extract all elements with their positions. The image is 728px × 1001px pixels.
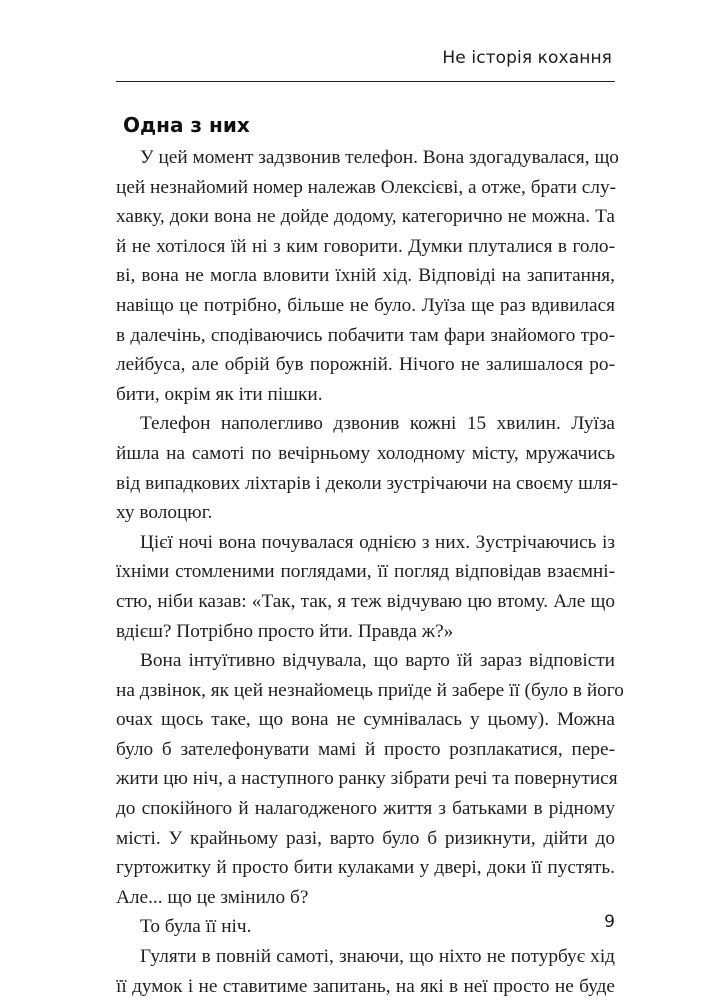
text-line: навіщо це потрібно, більше не було. Луїза ще раз вдивилася: [116, 294, 615, 316]
running-header: Не історія кохання: [442, 48, 612, 68]
chapter-title: Одна з них: [123, 113, 250, 137]
text-line: У цей момент задзвонив телефон. Вона здогадувалася, що: [140, 147, 619, 168]
text-line: стю, ніби казав: «Так, так, я теж відчуваю цю втому. Але що: [116, 590, 615, 612]
text-line: лейбуса, але обрій був порожній. Нічого не залишалося ро-: [116, 354, 615, 376]
text-line: місті. У крайньому разі, варто було б ризикнути, дійти до: [116, 827, 615, 849]
page-number: 9: [604, 912, 615, 932]
text-line: їхніми стомленими поглядами, її погляд відповідав взаємні-: [116, 561, 615, 583]
text-line: ху волоцюг.: [116, 502, 213, 524]
text-line: бити, окрім як іти пішки.: [116, 383, 323, 405]
text-line: ві, вона не могла вловити їхній хід. Відповіді на запитання,: [116, 265, 615, 287]
text-line: до спокійного й налагодженого життя з батьками в рідному: [116, 798, 615, 820]
text-line: йшла на самоті по вечірньому холодному місту, мружачись: [116, 442, 615, 464]
text-line: її думок і не ставитиме запитань, на які в неї просто не буде: [116, 975, 615, 997]
text-line: жити цю ніч, а наступного ранку зібрати речі та повернутися: [116, 768, 618, 790]
text-line: Але... що це змінило б?: [116, 886, 309, 908]
text-line: цей незнайомий номер належав Олексієві, а отже, брати слу-: [116, 176, 617, 198]
text-line: гуртожитку й просто бити кулаками у двері, доки її пустять.: [116, 857, 615, 879]
text-line: очах щось таке, що вона не сумнівалась у цьому). Можна: [116, 709, 615, 731]
text-line: й не хотілося їй ні з ким говорити. Думки плуталися в голо-: [116, 235, 615, 257]
text-line: було б зателефонувати мамі й просто розплакатися, пере-: [116, 738, 615, 760]
header-rule: [116, 81, 615, 82]
text-line: на дзвінок, як цей незнайомець приїде й забере її (було в його: [116, 679, 624, 701]
text-line: в далечінь, сподіваючись побачити там фари знайомого тро-: [116, 324, 615, 346]
text-line: Гуляти в повній самоті, знаючи, що ніхто не потурбує хід: [140, 946, 615, 968]
text-line: Цієї ночі вона почувалася однією з них. Зустрічаючись із: [140, 531, 615, 553]
text-line: вдієш? Потрібно просто йти. Правда ж?»: [116, 620, 454, 642]
text-line: від випадкових ліхтарів і деколи зустрічаючи на своєму шля-: [116, 472, 618, 494]
text-line: Вона інтуїтивно відчувала, що варто їй зараз відповісти: [140, 650, 615, 672]
text-line: хавку, доки вона не дойде додому, категорично не можна. Та: [116, 206, 615, 228]
text-line: То була її ніч.: [140, 916, 252, 938]
body-text: [116, 143, 624, 1001]
text-line: Телефон наполегливо дзвонив кожні 15 хвилин. Луїза: [140, 413, 615, 435]
